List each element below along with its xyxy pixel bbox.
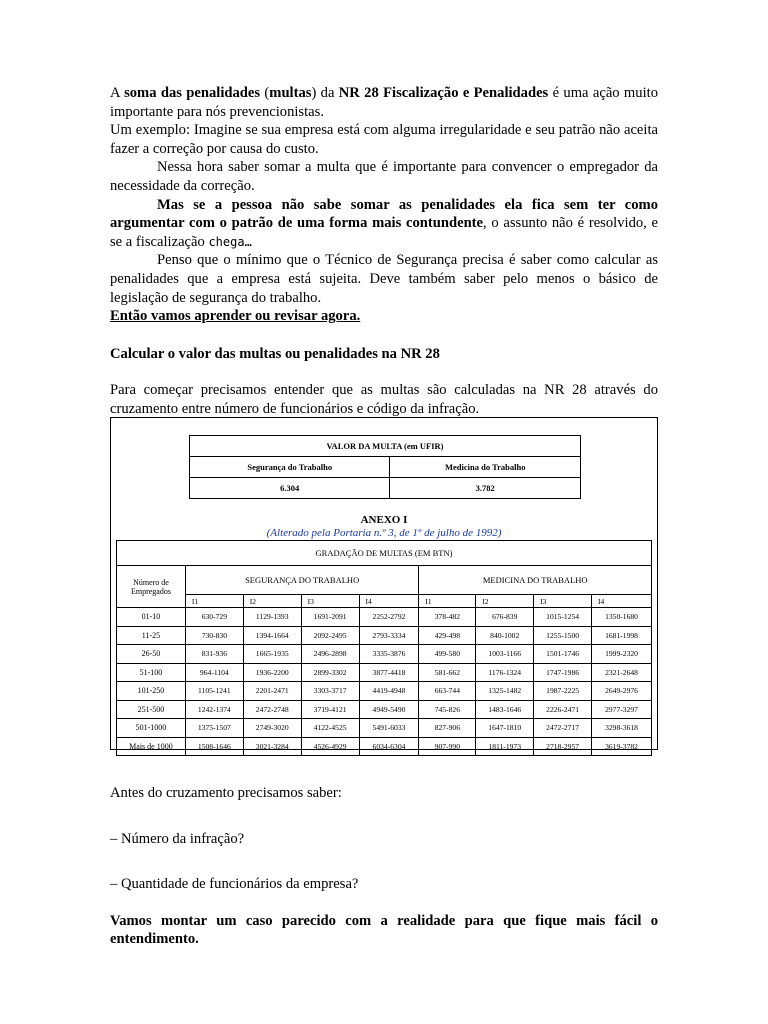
group-seguranca: SEGURANÇA DO TRABALHO: [185, 566, 419, 595]
table-cell: 2321-2648: [592, 663, 652, 682]
table-cell: 831-936: [185, 645, 243, 664]
text-span: ) da: [311, 85, 339, 101]
table-cell: 1129-1393: [243, 608, 301, 627]
table-cell: 1483-1646: [476, 700, 534, 719]
table-cell: 730-830: [185, 626, 243, 645]
table-cell: 6034-6304: [359, 737, 419, 756]
table-cell: 1936-2200: [243, 663, 301, 682]
table-cell: 1375-1507: [185, 719, 243, 738]
table-cell: 2201-2471: [243, 682, 301, 701]
table-cell: 4122-4525: [301, 719, 359, 738]
table-cell: 2899-3302: [301, 663, 359, 682]
sub-header-cell: I3: [534, 595, 592, 608]
table-cell: 2092-2495: [301, 626, 359, 645]
table-cell: 1394-1664: [243, 626, 301, 645]
document-body: [110, 84, 658, 419]
table-cell: 676-839: [476, 608, 534, 627]
intro-paragraph-3: Nessa hora saber somar a multa que é importante para convencer o empregador da necessidade da correção.: [110, 159, 658, 194]
bold-term: NR 28 Fiscalização e Penalidades: [338, 85, 549, 101]
sub-header-cell: I4: [359, 595, 419, 608]
table-cell: 2226-2471: [534, 700, 592, 719]
row-label: 01-10: [117, 608, 186, 627]
table-cell: 2649-2976: [592, 682, 652, 701]
table-cell: 4526-4929: [301, 737, 359, 756]
sub-header-cell: I1: [185, 595, 243, 608]
table-cell: 3719-4121: [301, 700, 359, 719]
ufir-value-seguranca: 6.304: [190, 478, 390, 499]
table-cell: 2793-3334: [359, 626, 419, 645]
table-cell: 1811-1973: [476, 737, 534, 756]
row-label: 51-100: [117, 663, 186, 682]
table-cell: 630-729: [185, 608, 243, 627]
lower-line-1: Antes do cruzamento precisamos saber:: [110, 785, 342, 801]
table-cell: 1105-1241: [185, 682, 243, 701]
table-cell: 663-744: [419, 682, 476, 701]
anexo-title: ANEXO I: [360, 514, 408, 526]
ufir-table: [189, 435, 581, 499]
table-cell: 840-1002: [476, 626, 534, 645]
text-span: é uma ação muito importante para nós prevencionistas.: [110, 85, 658, 120]
table-cell: 1681-1998: [592, 626, 652, 645]
table-cell: 3298-3618: [592, 719, 652, 738]
table-cell: 4949-5490: [359, 700, 419, 719]
table-cell: 1003-1166: [476, 645, 534, 664]
row-label: 101-250: [117, 682, 186, 701]
ufir-title: VALOR DA MULTA (em UFIR): [190, 436, 581, 457]
table-cell: 2472-2717: [534, 719, 592, 738]
lower-text: [110, 784, 658, 949]
table-cell: 1501-1746: [534, 645, 592, 664]
section-heading: Calcular o valor das multas ou penalidades na NR 28: [110, 345, 440, 362]
table-cell: 1999-2320: [592, 645, 652, 664]
table-cell: 429-498: [419, 626, 476, 645]
lower-line-2: – Número da infração?: [110, 830, 245, 847]
ufir-col-seguranca: Segurança do Trabalho: [190, 457, 390, 478]
table-row: [117, 719, 652, 738]
table-cell: 907-990: [419, 737, 476, 756]
section-text: Para começar precisamos entender que as multas são calculadas na NR 28 através do cruzamento entre número de funcionários e código da infração.: [110, 382, 658, 417]
table-row: [117, 626, 652, 645]
table-cell: 1255-1500: [534, 626, 592, 645]
sub-header-cell: I2: [476, 595, 534, 608]
table-row: [117, 663, 652, 682]
table-cell: 2252-2792: [359, 608, 419, 627]
table-cell: 378-482: [419, 608, 476, 627]
row-header: Número de Empregados: [117, 566, 186, 608]
table-cell: 1747-1986: [534, 663, 592, 682]
bold-statement: Vamos montar um caso parecido com a realidade para que fique mais fácil o entendimento.: [110, 912, 658, 948]
penalty-table-figure: [110, 417, 658, 750]
group-medicina: MEDICINA DO TRABALHO: [419, 566, 652, 595]
gradacao-table: [116, 540, 652, 756]
table-row: [117, 645, 652, 664]
table-cell: 964-1104: [185, 663, 243, 682]
table-row: [117, 608, 652, 627]
table-cell: 3335-3876: [359, 645, 419, 664]
table-cell: 1242-1374: [185, 700, 243, 719]
underlined-call: Então vamos aprender ou revisar agora.: [110, 308, 361, 325]
intro-paragraph-1: [110, 84, 658, 121]
row-label: 251-500: [117, 700, 186, 719]
intro-paragraph-4: [110, 196, 658, 252]
sub-header-row: [117, 595, 652, 608]
text-span: A: [110, 85, 125, 101]
text-span: , o assunto não é resolvido, e se a fiscalização: [110, 215, 658, 250]
table-cell: 1665-1935: [243, 645, 301, 664]
bold-term: multas: [269, 85, 312, 101]
table-cell: 499-580: [419, 645, 476, 664]
row-label: 501-1000: [117, 719, 186, 738]
sub-header-cell: I4: [592, 595, 652, 608]
lower-line-3: – Quantidade de funcionários da empresa?: [110, 876, 359, 893]
row-label: 11-25: [117, 626, 186, 645]
table-cell: 2472-2748: [243, 700, 301, 719]
ufir-value-medicina: 3.782: [390, 478, 581, 499]
table-cell: 5491-6033: [359, 719, 419, 738]
table-cell: 4419-4948: [359, 682, 419, 701]
text-span: (: [260, 85, 270, 101]
row-label: Mais de 1000: [117, 737, 186, 756]
sub-header-cell: I3: [301, 595, 359, 608]
table-cell: 1508-1646: [185, 737, 243, 756]
table-cell: 1647-1810: [476, 719, 534, 738]
table-cell: 1176-1324: [476, 663, 534, 682]
row-label: 26-50: [117, 645, 186, 664]
table-cell: 827-906: [419, 719, 476, 738]
table-cell: 2718-2957: [534, 737, 592, 756]
intro-paragraph-2: Um exemplo: Imagine se sua empresa está com alguma irregularidade e seu patrão não aceita fazer a correção por causa do custo.: [110, 122, 658, 157]
table-cell: 1987-2225: [534, 682, 592, 701]
table-cell: 3021-3284: [243, 737, 301, 756]
anexo-subtitle: (Alterado pela Portaria n.º 3, de 1º de julho de 1992): [266, 527, 502, 539]
gradacao-body: [117, 608, 652, 756]
table-cell: 1691-2091: [301, 608, 359, 627]
table-cell: 581-662: [419, 663, 476, 682]
bold-statement: Mas se a pessoa não sabe somar as penalidades ela fica sem ter como argumentar com o patrão de uma forma mais contundente: [110, 196, 658, 232]
ufir-col-medicina: Medicina do Trabalho: [390, 457, 581, 478]
intro-paragraph-5: Penso que o mínimo que o Técnico de Segurança precisa é saber como calcular as penalidades que a empresa está sujeita. Deve também saber pelo menos o básico de legislação de segurança do trabalho.: [110, 252, 658, 306]
intro-paragraph-6: [110, 307, 658, 326]
table-cell: 2749-3020: [243, 719, 301, 738]
gradacao-title: GRADAÇÃO DE MULTAS (EM BTN): [117, 541, 652, 566]
table-cell: 3877-4418: [359, 663, 419, 682]
table-cell: 2977-3297: [592, 700, 652, 719]
table-cell: 3303-3717: [301, 682, 359, 701]
table-cell: 1325-1482: [476, 682, 534, 701]
table-cell: 3619-3782: [592, 737, 652, 756]
table-cell: 1350-1680: [592, 608, 652, 627]
sub-header-cell: I2: [243, 595, 301, 608]
table-row: [117, 700, 652, 719]
sub-header-cell: I1: [419, 595, 476, 608]
table-cell: 1015-1254: [534, 608, 592, 627]
table-row: [117, 682, 652, 701]
text-span: chega…: [208, 234, 252, 249]
table-cell: 2496-2898: [301, 645, 359, 664]
lower-line-4: [110, 912, 658, 949]
bold-term: soma das penalidades: [124, 85, 261, 101]
table-row: [117, 737, 652, 756]
table-cell: 745-826: [419, 700, 476, 719]
